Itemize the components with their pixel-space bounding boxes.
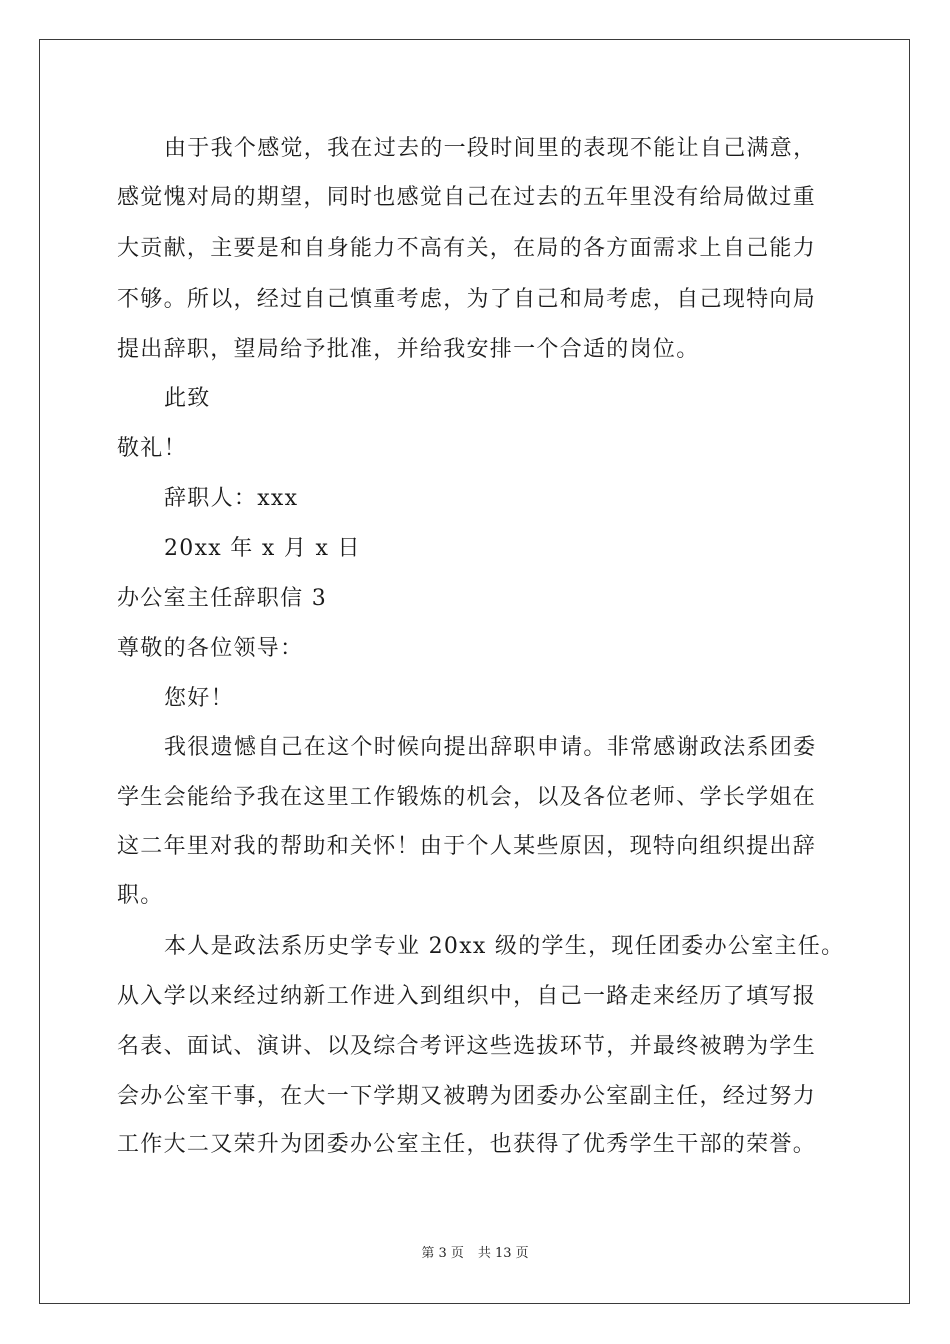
date-line: 20xx 年 x 月 x 日 xyxy=(164,536,361,561)
addressee-line: 尊敬的各位领导： xyxy=(117,636,304,661)
section-title: 办公室主任辞职信 3 xyxy=(117,586,327,611)
paragraph-line: 学生会能给予我在这里工作锻炼的机会，以及各位老师、学长学姐在 xyxy=(117,785,817,810)
page-border xyxy=(39,39,910,1304)
paragraph-line: 职。 xyxy=(117,883,164,908)
paragraph-line: 提出辞职，望局给予批准，并给我安排一个合适的岗位。 xyxy=(117,337,700,362)
salutation-line: 敬礼！ xyxy=(117,436,187,461)
paragraph-line: 我很遗憾自己在这个时候向提出辞职申请。非常感谢政法系团委 xyxy=(164,735,817,760)
paragraph-line: 从入学以来经过纳新工作进入到组织中，自己一路走来经历了填写报 xyxy=(117,984,817,1009)
paragraph-line: 这二年里对我的帮助和关怀！由于个人某些原因，现特向组织提出辞 xyxy=(117,834,817,859)
page-number: 第 3 页 xyxy=(421,1246,464,1261)
paragraph-line: 感觉愧对局的期望，同时也感觉自己在过去的五年里没有给局做过重 xyxy=(117,185,817,210)
paragraph-line: 会办公室干事，在大一下学期又被聘为团委办公室副主任，经过努力 xyxy=(117,1084,817,1109)
page-total: 共 13 页 xyxy=(477,1246,529,1261)
paragraph-line: 由于我个感觉，我在过去的一段时间里的表现不能让自己满意， xyxy=(164,136,817,161)
greeting-line: 您好！ xyxy=(164,686,234,711)
signature-line: 辞职人：xxx xyxy=(164,486,299,511)
paragraph-line: 工作大二又荣升为团委办公室主任，也获得了优秀学生干部的荣誉。 xyxy=(117,1132,817,1157)
page-footer xyxy=(0,1246,950,1262)
paragraph-line: 大贡献，主要是和自身能力不高有关，在局的各方面需求上自己能力 xyxy=(117,236,817,261)
paragraph-line: 不够。所以，经过自己慎重考虑，为了自己和局考虑，自己现特向局 xyxy=(117,287,817,312)
paragraph-line: 本人是政法系历史学专业 20xx 级的学生，现任团委办公室主任。 xyxy=(164,934,845,959)
closing-line: 此致 xyxy=(164,386,211,411)
paragraph-line: 名表、面试、演讲、以及综合考评这些选拔环节，并最终被聘为学生 xyxy=(117,1034,817,1059)
